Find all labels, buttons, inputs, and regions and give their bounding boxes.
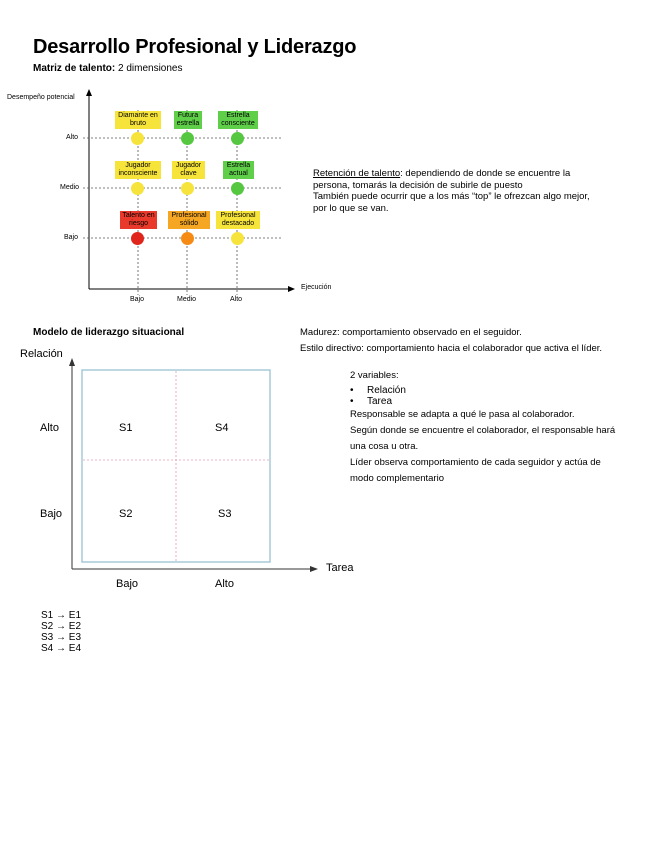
cell-label-line: Profesional [220, 212, 256, 219]
talent-x-axis-label: Ejecución [301, 284, 332, 291]
cell-dot-jugador-inconsciente [131, 182, 144, 195]
variables-line-3b: modo complementario [350, 473, 444, 484]
mapping-s3: S3 → E3 [41, 632, 82, 643]
cell-label-talento-en-riesgo [120, 211, 157, 229]
cell-dot-profesional-solido [181, 232, 194, 245]
variables-line-3a: Líder observa comportamiento de cada seguidor y actúa de [350, 457, 601, 468]
talent-x-tick-bajo: Bajo [130, 296, 145, 303]
talent-matrix-axes [0, 0, 655, 320]
cell-label-futura-estrella [174, 111, 202, 129]
talent-y-tick-alto: Alto [66, 134, 79, 141]
cell-label-line: Estrella [226, 112, 250, 119]
variables-item-relacion: • Relación [350, 385, 615, 396]
cell-dot-diamante [131, 132, 144, 145]
talent-y-tick-medio: Medio [60, 184, 80, 191]
retention-term: Retención de talento [313, 168, 401, 179]
cell-label-line: Futura [177, 112, 199, 119]
talent-x-tick-medio: Medio [177, 296, 197, 303]
subtitle-bold: Matriz de talento: [33, 63, 116, 74]
talent-x-tick-alto: Alto [230, 296, 243, 303]
retention-line-2: persona, tomarás la decisión de subirle de puesto [313, 179, 523, 191]
subtitle-text: 2 dimensiones [115, 63, 183, 74]
leader-x-tick-bajo: Bajo [116, 578, 139, 590]
cell-label-line: sólido [179, 220, 199, 227]
cell-label-line: Jugador [125, 162, 151, 169]
retention-line-1-rest: : dependiendo de donde se encuentre la [400, 168, 571, 179]
definition-madurez: Madurez: comportamiento observado en el seguidor. [300, 327, 522, 338]
retention-line-3: También puede ocurrir que a los más “top” le ofrezcan algo mejor, [313, 191, 590, 202]
definition-estilo: Estilo directivo: comportamiento hacia el colaborador que activa el líder. [300, 343, 603, 354]
page-title: Desarrollo Profesional y Liderazgo [33, 36, 357, 58]
cell-label-line: bruto [130, 120, 146, 127]
cell-label-line: clave [180, 170, 197, 177]
cell-dot-talento-en-riesgo [131, 232, 144, 245]
cell-label-line: riesgo [128, 220, 149, 227]
leadership-heading: Modelo de liderazgo situacional [33, 327, 185, 338]
leader-y-tick-alto: Alto [40, 422, 59, 434]
quadrant-s2: S2 [119, 508, 133, 520]
cell-label-line: Profesional [171, 212, 207, 219]
leader-y-tick-bajo: Bajo [40, 508, 63, 520]
talent-matrix [0, 0, 655, 320]
quadrant-s4: S4 [215, 422, 229, 434]
mapping-s4: S4 → E4 [41, 643, 82, 654]
leader-y-axis-label: Relación [20, 348, 63, 360]
cell-label-diamante [115, 111, 161, 129]
leader-x-axis-label: Tarea [326, 562, 354, 574]
cell-label-line: inconsciente [118, 170, 158, 177]
variables-line-2b: una cosa u otra. [350, 441, 419, 452]
variables-item-tarea: • Tarea [350, 396, 615, 407]
quadrant-s3: S3 [218, 508, 232, 520]
variables-block [350, 369, 615, 487]
cell-dot-profesional-destacado [231, 232, 244, 245]
cell-dot-estrella-consciente [231, 132, 244, 145]
cell-label-line: estrella [176, 120, 200, 127]
cell-label-line: consciente [221, 120, 255, 127]
mapping-s2: S2 → E2 [41, 621, 82, 632]
retention-line-4: por lo que se van. [313, 202, 389, 214]
style-mapping-list [41, 610, 81, 654]
cell-label-jugador-inconsciente [115, 161, 161, 179]
variables-line-2a: Según donde se encuentre el colaborador, el responsable hará [350, 425, 616, 436]
leader-y-axis-arrow [69, 358, 75, 366]
variables-line-1: Responsable se adapta a qué le pasa al colaborador. [350, 409, 575, 420]
leadership-chart [0, 340, 360, 600]
quadrant-s1: S1 [119, 422, 133, 434]
cell-dot-jugador-clave [181, 182, 194, 195]
leadership-chart-axes [0, 340, 360, 600]
cell-label-line: Jugador [175, 162, 202, 169]
cell-label-estrella-consciente [218, 111, 258, 129]
variables-heading: 2 variables: [350, 370, 399, 381]
cell-label-line: destacado [221, 220, 255, 227]
talent-y-tick-bajo: Bajo [64, 234, 79, 241]
cell-label-estrella-actual [223, 161, 254, 179]
leader-quadrant-box [82, 370, 270, 562]
cell-dot-futura-estrella [181, 132, 194, 145]
cell-label-line: Estrella [226, 162, 251, 169]
x-axis-arrow [288, 286, 295, 292]
mapping-s1: S1 → E1 [41, 610, 82, 621]
cell-label-line: Talento en [122, 212, 155, 219]
y-axis-arrow [86, 89, 92, 96]
cell-label-line: Diamante en [118, 112, 158, 119]
leader-x-axis-arrow [310, 566, 318, 572]
retention-paragraph [313, 168, 590, 214]
cell-label-profesional-solido [168, 211, 210, 229]
talent-y-axis-label: Desempeño potencial [7, 94, 75, 101]
cell-label-line: actual [229, 170, 248, 177]
cell-dot-estrella-actual [231, 182, 244, 195]
cell-label-profesional-destacado [216, 211, 260, 229]
cell-label-jugador-clave [172, 161, 205, 179]
variables-list [350, 385, 615, 407]
retention-line-1 [313, 168, 590, 180]
leader-x-tick-alto: Alto [215, 578, 234, 590]
